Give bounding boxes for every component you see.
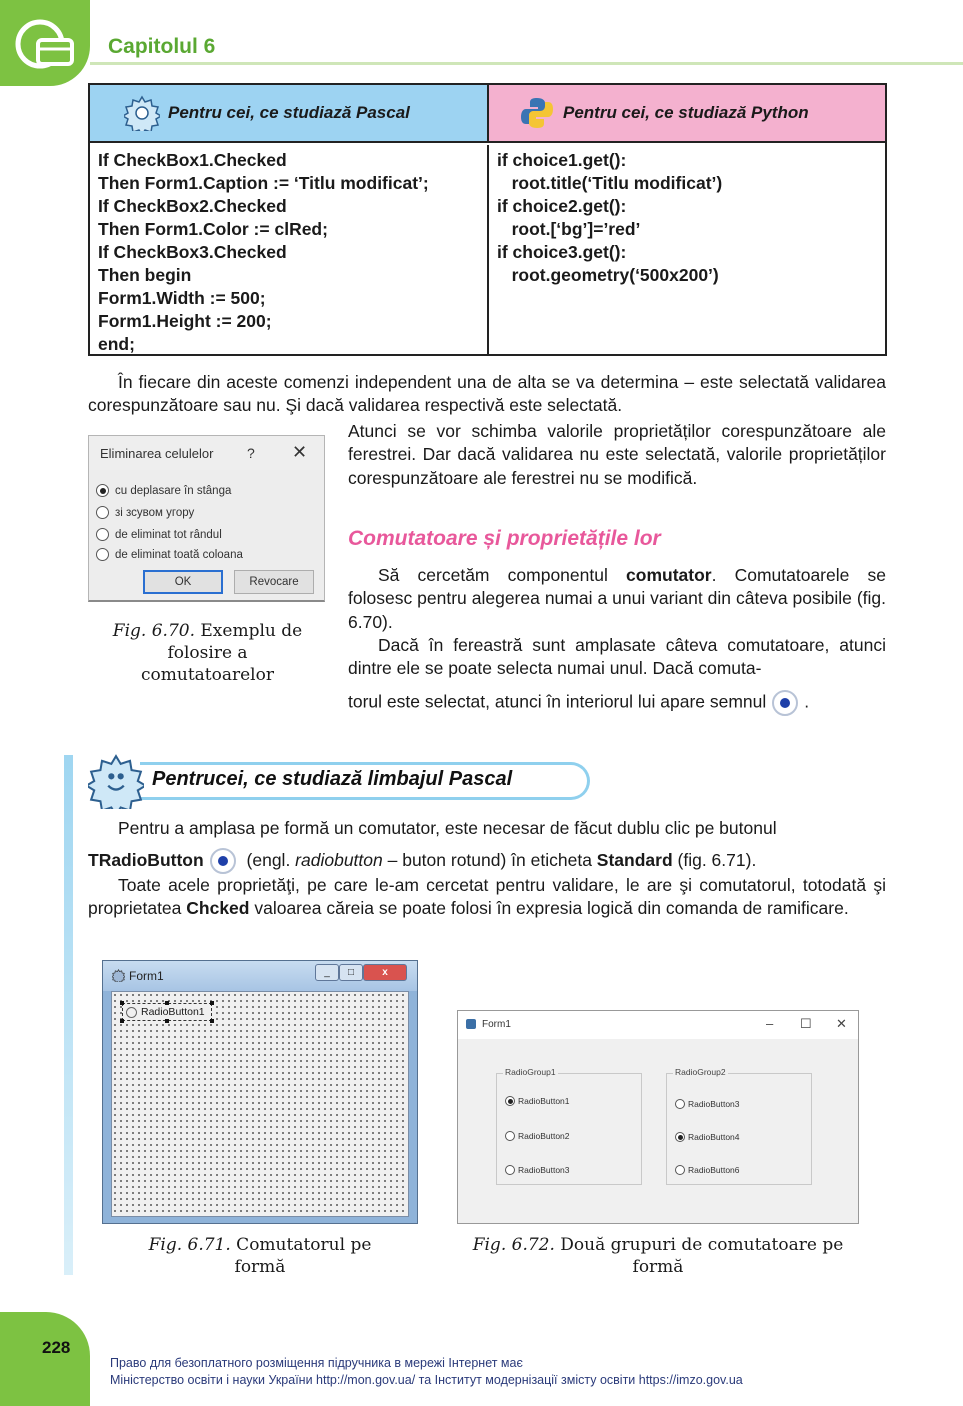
- radio-icon: [505, 1165, 515, 1175]
- form-title: Form1: [482, 1019, 511, 1030]
- option-label: RadioButton1: [518, 1096, 570, 1106]
- pascal-header: [90, 85, 489, 143]
- close-icon: x: [363, 964, 407, 981]
- paragraph-selection: Dacă în fereastră sunt amplasate câteva comutatoare, atunci dintre ele se poate selecta numai unul. Dacă comuta-: [348, 635, 886, 679]
- fig-6-71-form: [102, 960, 418, 1224]
- python-code-cell: [489, 145, 885, 354]
- caption-label: Fig. 6.72.: [472, 1235, 555, 1255]
- monitor-icon: [14, 18, 76, 70]
- code-line: if choice2.get():: [497, 196, 627, 216]
- radio-icon: [96, 506, 109, 519]
- cancel-button: Revocare: [234, 570, 314, 594]
- group-option: [675, 1132, 740, 1142]
- option-label: RadioButton3: [518, 1165, 570, 1175]
- pascal-code-cell: [90, 145, 489, 354]
- python-header-text: Pentru cei, ce studiază Python: [563, 103, 809, 122]
- app-icon: [466, 1019, 476, 1029]
- ok-button: OK: [143, 570, 223, 594]
- close-icon: ✕: [292, 442, 308, 462]
- resize-handle: [165, 1019, 169, 1023]
- fig-6-72-caption: [463, 1234, 853, 1278]
- pascal-gear-icon: [88, 753, 144, 809]
- bold-term: Chcked: [186, 898, 250, 919]
- text-span: (fig. 6.71).: [672, 850, 757, 870]
- option-label: RadioButton6: [688, 1165, 740, 1175]
- resize-handle: [120, 1019, 124, 1023]
- italic-term: radiobutton: [295, 850, 383, 870]
- bold-term: comutator: [626, 565, 712, 585]
- text-span: torul este selectat, atunci în interiorul lui apare semnul: [348, 691, 767, 712]
- code-comparison-table: [88, 83, 887, 356]
- caption-text: Două grupuri de comutatoare pe formă: [554, 1235, 844, 1277]
- paragraph-selection-end: [348, 690, 886, 716]
- paragraph-intro: În fiecare din aceste comenzi independent una de alta se va determina – este selectată validarea corespunzătoare sau nu. Şi dacă validarea respectivă este selectată.: [88, 372, 886, 416]
- radio-button-component: [122, 1003, 212, 1021]
- radio-selected-icon: [505, 1096, 515, 1106]
- text-span: Să cercetăm componentul: [378, 565, 627, 585]
- option-label: RadioButton4: [688, 1132, 740, 1142]
- code-line: If CheckBox2.Checked: [98, 196, 287, 216]
- chapter-corner-badge: [0, 0, 90, 86]
- radio-selected-icon: [675, 1132, 685, 1142]
- page-number: 228: [42, 1338, 71, 1357]
- option-label: de eliminat tot rândul: [115, 528, 222, 541]
- dialog-option: [96, 548, 243, 561]
- radio-icon: [675, 1099, 685, 1109]
- radio-selected-icon: [772, 690, 798, 716]
- chapter-title: Capitolul 6: [108, 35, 216, 58]
- footer-line-2: Міністерство освіти і науки України http://mon.gov.ua/ та Інститут модернізації змісту освіти https://imzo.gov.ua: [110, 1373, 743, 1387]
- form-title: Form1: [129, 969, 164, 983]
- pascal-section-band: [64, 755, 73, 1275]
- group-option: [505, 1096, 570, 1106]
- option-label: зі зсувом угору: [115, 506, 195, 519]
- group-label: RadioGroup2: [675, 1067, 726, 1077]
- text-span: .: [804, 691, 810, 712]
- group-label: RadioGroup1: [505, 1067, 556, 1077]
- bold-term: TRadioButton: [88, 850, 204, 870]
- maximize-icon: ☐: [800, 1016, 812, 1031]
- delphi-gear-icon: [112, 969, 125, 982]
- paragraph-comutator: [348, 564, 886, 634]
- code-line: end;: [98, 334, 135, 354]
- paragraph-properties: [88, 874, 886, 921]
- maximize-icon: □: [339, 964, 363, 981]
- code-line: If CheckBox1.Checked: [98, 150, 287, 170]
- option-label: de eliminat toată coloana: [115, 548, 243, 561]
- radio-label: RadioButton1: [141, 1006, 205, 1018]
- caption-label: Fig. 6.70.: [112, 621, 195, 641]
- fig-6-72-form: [457, 1010, 859, 1224]
- code-line: Then Form1.Caption := ‘Titlu modificat’;: [98, 173, 429, 193]
- paragraph-validation: Atunci se vor schimba valorile proprietăților corespunzătoare ale ferestrei. Dar dacă validarea nu este selectată, valorile proprietăților corespunzătoare ale ferestrei nu se modifică.: [348, 421, 886, 488]
- caption-text: Exemplu de folosire a comutatoarelor: [141, 621, 303, 685]
- python-header: [489, 85, 885, 143]
- code-line: root.[‘bg’]=’red’: [497, 219, 641, 239]
- radio-icon: [96, 548, 109, 561]
- dialog-option: [96, 484, 231, 497]
- footer-line-1: Право для безоплатного розміщення підручника в мережі Інтернет має: [110, 1356, 523, 1370]
- radio-selected-icon: [96, 484, 109, 497]
- bold-term: Standard: [596, 850, 673, 870]
- option-label: cu deplasare în stânga: [115, 484, 232, 497]
- text-span: – buton rotund) în eticheta: [382, 850, 597, 870]
- text-span: valoarea căreia se poate folosi în expresia logică din comanda de ramificare.: [249, 898, 849, 919]
- dialog-option: [96, 506, 194, 519]
- radio-icon: [675, 1165, 685, 1175]
- paragraph-tradiobutton: [88, 847, 886, 874]
- option-label: RadioButton3: [688, 1099, 740, 1109]
- close-icon: ✕: [836, 1016, 847, 1031]
- form-titlebar: [458, 1011, 858, 1039]
- radio-icon: [126, 1007, 137, 1018]
- help-icon: ?: [247, 445, 255, 461]
- radio-group-2: [666, 1067, 812, 1185]
- fig-6-70-dialog: [88, 435, 325, 602]
- group-option: [675, 1165, 740, 1175]
- caption-label: Fig. 6.71.: [148, 1235, 231, 1255]
- group-option: [675, 1099, 740, 1109]
- pascal-gear-icon: [124, 95, 160, 131]
- fig-6-70-caption: [100, 620, 315, 686]
- text-span: (engl.: [241, 850, 296, 870]
- code-line: Form1.Width := 500;: [98, 288, 266, 308]
- paragraph-place-radio: Pentru a amplasa pe formă un comutator, este necesar de făcut dublu clic pe butonul: [118, 818, 777, 838]
- form-titlebar: [103, 961, 417, 991]
- code-line: if choice3.get():: [497, 242, 627, 262]
- code-line: Then begin: [98, 265, 192, 285]
- minimize-icon: –: [766, 1016, 774, 1031]
- resize-handle: [120, 1001, 124, 1005]
- code-line: if choice1.get():: [497, 150, 627, 170]
- pascal-header-text: Pentru cei, ce studiază Pascal: [168, 103, 410, 122]
- option-label: RadioButton2: [518, 1131, 570, 1141]
- group-option: [505, 1165, 570, 1175]
- code-line: Form1.Height := 200;: [98, 311, 272, 331]
- radio-icon: [96, 528, 109, 541]
- radio-group-1: [496, 1067, 642, 1185]
- radio-button-tool-icon: [210, 848, 236, 874]
- python-logo-icon: [519, 95, 555, 131]
- code-line: root.geometry(‘500x200’): [497, 265, 719, 285]
- code-line: root.title(‘Titlu modificat’): [497, 173, 723, 193]
- group-option: [505, 1131, 570, 1141]
- caption-text: Comutatorul pe formă: [230, 1235, 372, 1277]
- form-design-grid: [111, 991, 409, 1217]
- code-line: Then Form1.Color := clRed;: [98, 219, 328, 239]
- resize-handle: [210, 1001, 214, 1005]
- header-rule: [90, 62, 963, 65]
- section-subheading: Comutatoare și proprietățile lor: [348, 527, 661, 550]
- radio-icon: [505, 1131, 515, 1141]
- text-span: Toate acele proprietăţi, pe care le-am cercetat pentru validare, le are şi comutatorul, totodată şi proprietatea: [88, 875, 886, 919]
- section-title: Pentrucei, ce studiază limbajul Pascal: [152, 768, 513, 790]
- fig-6-71-caption: [130, 1234, 390, 1278]
- dialog-option: [96, 528, 222, 541]
- code-line: If CheckBox3.Checked: [98, 242, 287, 262]
- resize-handle: [210, 1019, 214, 1023]
- minimize-icon: _: [315, 964, 339, 981]
- page-corner-badge: [0, 1312, 90, 1406]
- resize-handle: [165, 1001, 169, 1005]
- dialog-title: Eliminarea celulelor: [100, 446, 214, 461]
- text-span: . Comutatoarele se folosesc pentru alegerea numai a unui variant din câteva posibile (fig. 6.70).: [348, 565, 886, 632]
